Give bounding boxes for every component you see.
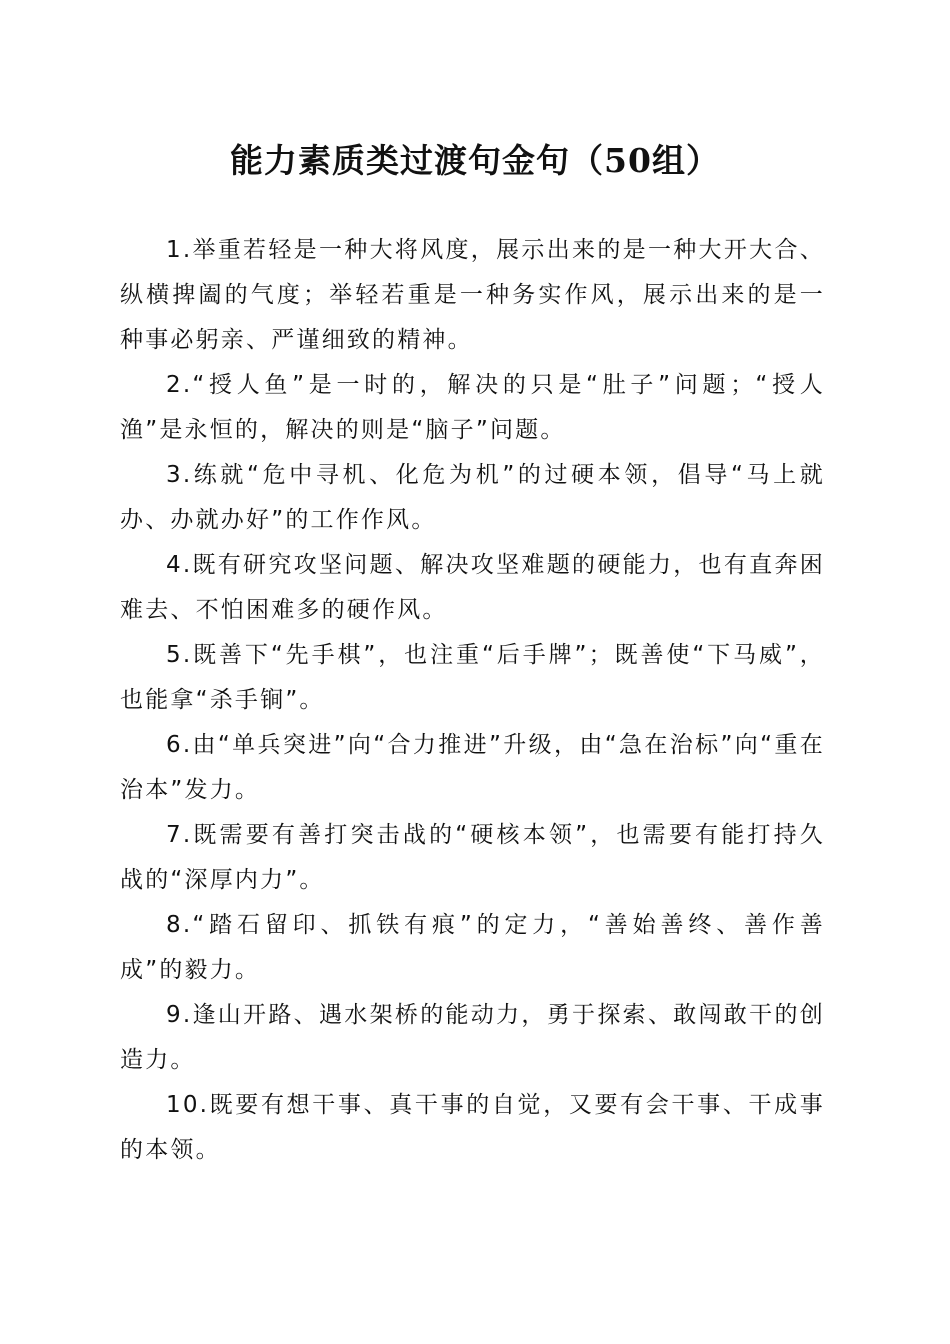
document-body — [120, 228, 825, 1173]
list-item: 6.由“单兵突进”向“合力推进”升级，由“急在治标”向“重在治本”发力。 — [120, 732, 825, 803]
list-item: 4.既有研究攻坚问题、解决攻坚难题的硬能力，也有直奔困难去、不怕困难多的硬作风。 — [120, 552, 825, 623]
list-item: 2.“授人鱼”是一时的，解决的只是“肚子”问题；“授人渔”是永恒的，解决的则是“脑子”问题。 — [120, 372, 826, 443]
document-title: 能力素质类过渡句金句（50组） — [230, 141, 720, 180]
list-item: 8.“踏石留印、抓铁有痕”的定力，“善始善终、善作善成”的毅力。 — [120, 912, 825, 983]
list-item: 10.既要有想干事、真干事的自觉，又要有会干事、干成事的本领。 — [120, 1092, 825, 1163]
list-item: 1.举重若轻是一种大将风度，展示出来的是一种大开大合、纵横捭阖的气度；举轻若重是一种务实作风，展示出来的是一种事必躬亲、严谨细致的精神。 — [120, 237, 825, 353]
list-item: 5.既善下“先手棋”，也注重“后手牌”；既善使“下马威”，也能拿“杀手锏”。 — [120, 642, 825, 713]
list-item: 7.既需要有善打突击战的“硬核本领”，也需要有能打持久战的“深厚内力”。 — [120, 822, 825, 893]
list-item: 9.逢山开路、遇水架桥的能动力，勇于探索、敢闯敢干的创造力。 — [120, 1002, 825, 1073]
list-item: 3.练就“危中寻机、化危为机”的过硬本领，倡导“马上就办、办就办好”的工作作风。 — [120, 462, 825, 533]
